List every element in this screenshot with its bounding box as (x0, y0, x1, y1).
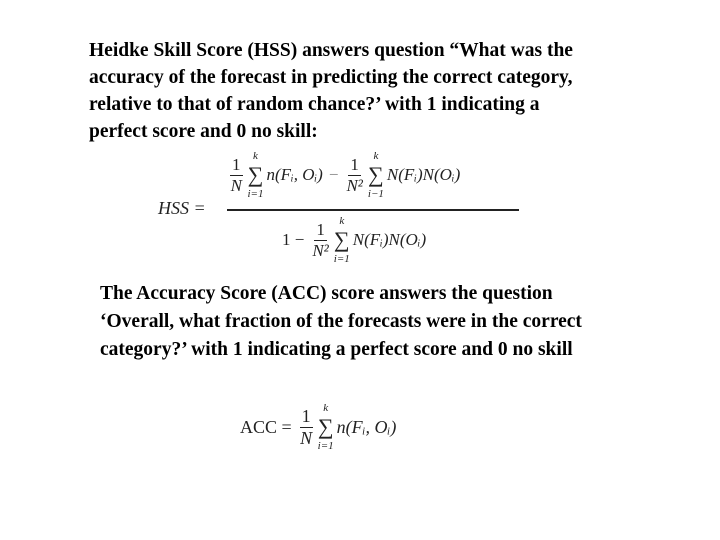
numerator-one: 1 (316, 219, 325, 239)
text-line: relative to that of random chance?’ with 1 indicating a (89, 94, 540, 115)
text-line: The Accuracy Score (ACC) score answers the question (100, 283, 553, 304)
sum-upper: k (339, 215, 345, 227)
hss-lhs: HSS = (158, 198, 206, 218)
hss-numerator (228, 150, 460, 200)
denominator-n2: N² (346, 175, 363, 195)
sum-upper: k (373, 150, 379, 162)
hss-denominator (282, 215, 426, 265)
acc-formula (240, 402, 396, 452)
term-n: n(Fᵢ, Oᵢ) (336, 416, 397, 437)
term-nn: N(Fᵢ)N(Oᵢ) (386, 165, 461, 184)
sum-upper: k (253, 150, 258, 162)
term-nn: N(Fᵢ)N(Oᵢ) (352, 230, 427, 249)
numerator-one: 1 (232, 154, 241, 174)
sum-upper: k (323, 402, 329, 414)
text-line: perfect score and 0 no skill: (89, 121, 318, 142)
sum-symbol: k ∑ i=1 (247, 150, 264, 200)
acc-lhs: ACC = (240, 416, 292, 437)
hss-description (89, 37, 573, 145)
sum-symbol: k ∑ i=1 (317, 402, 334, 452)
fraction-bar (227, 209, 519, 211)
sum-symbol: k ∑ i=1 (333, 215, 350, 265)
text-line: ‘Overall, what fraction of the forecasts were in the correct (100, 311, 582, 332)
one-minus: 1 − (282, 230, 305, 249)
text-line: Heidke Skill Score (HSS) answers question “What was the (89, 40, 573, 61)
sum-lower: i=1 (317, 440, 334, 452)
text-line: accuracy of the forecast in predicting the correct category, (89, 67, 573, 88)
minus: − (328, 165, 339, 184)
text-line: category?’ with 1 indicating a perfect score and 0 no skill (100, 339, 573, 360)
denominator-n2: N² (312, 240, 329, 260)
denominator-n: N (230, 175, 242, 195)
sum-lower: i=1 (333, 253, 350, 265)
sum-lower: i=1 (247, 188, 264, 200)
sum-lower: i−1 (367, 188, 384, 200)
acc-description (100, 280, 582, 364)
numerator-one: 1 (350, 154, 359, 174)
numerator-one: 1 (301, 405, 311, 426)
denominator-n: N (300, 427, 313, 448)
sum-symbol: k ∑ i−1 (367, 150, 384, 200)
term-n: n(Fᵢ, Oᵢ) (266, 165, 323, 184)
